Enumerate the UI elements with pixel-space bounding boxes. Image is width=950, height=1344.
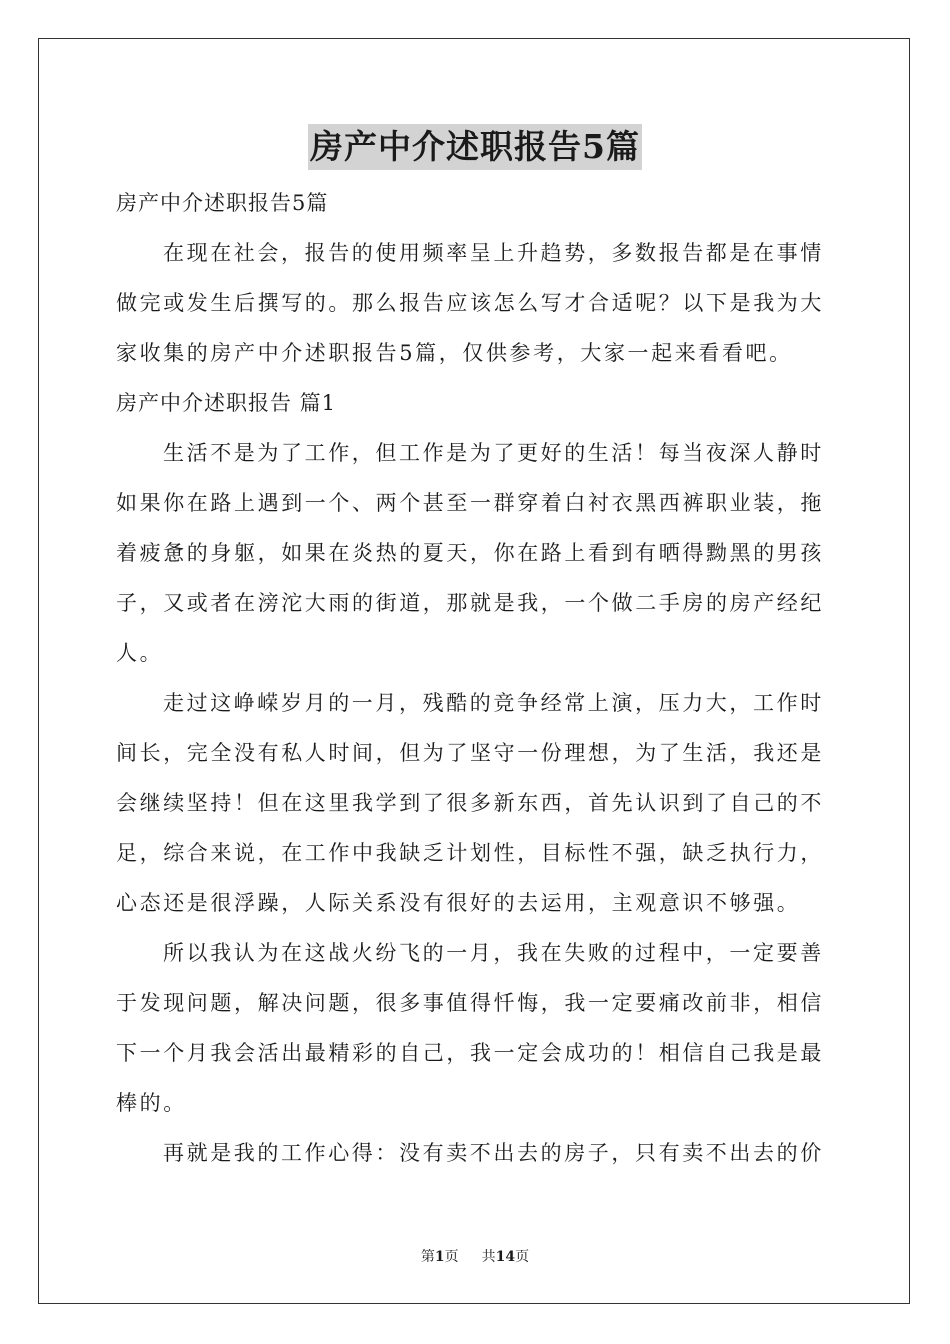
total-pages: 14 xyxy=(495,1249,516,1265)
paragraph-line: 人。 xyxy=(116,641,164,665)
document-title: 房产中介述职报告5篇 xyxy=(308,124,642,170)
paragraph-line: 下一个月我会活出最精彩的自己，我一定会成功的！相信自己我是最 xyxy=(116,1041,824,1065)
paragraph-line: 棒的。 xyxy=(116,1091,187,1115)
total-prefix: 共 xyxy=(481,1249,496,1265)
paragraph-line: 如果你在路上遇到一个、两个甚至一群穿着白衬衣黑西裤职业装，拖 xyxy=(116,491,824,515)
paragraph-line: 生活不是为了工作，但工作是为了更好的生活！每当夜深人静时 xyxy=(163,441,824,465)
title-container xyxy=(0,124,950,170)
section-heading: 房产中介述职报告 篇1 xyxy=(116,391,337,415)
page-suffix: 页 xyxy=(444,1249,459,1265)
paragraph-line: 着疲惫的身躯，如果在炎热的夏天，你在路上看到有晒得黝黑的男孩 xyxy=(116,541,824,565)
paragraph-line: 足，综合来说，在工作中我缺乏计划性，目标性不强，缺乏执行力， xyxy=(116,841,824,865)
total-suffix: 页 xyxy=(515,1249,530,1265)
paragraph-line: 做完或发生后撰写的。那么报告应该怎么写才合适呢？以下是我为大 xyxy=(116,291,824,315)
paragraph-line: 家收集的房产中介述职报告5篇，仅供参考，大家一起来看看吧。 xyxy=(116,341,793,365)
paragraph-line: 间长，完全没有私人时间，但为了坚守一份理想，为了生活，我还是 xyxy=(116,741,824,765)
paragraph-line: 所以我认为在这战火纷飞的一月，我在失败的过程中，一定要善 xyxy=(163,941,824,965)
paragraph-line: 走过这峥嵘岁月的一月，残酷的竞争经常上演，压力大，工作时 xyxy=(163,691,824,715)
paragraph-line: 会继续坚持！但在这里我学到了很多新东西，首先认识到了自己的不 xyxy=(116,791,824,815)
paragraph-line: 再就是我的工作心得：没有卖不出去的房子，只有卖不出去的价 xyxy=(163,1141,824,1165)
page-number: 1 xyxy=(434,1249,445,1265)
page-prefix: 第 xyxy=(420,1249,435,1265)
paragraph-line: 子，又或者在滂沱大雨的街道，那就是我，一个做二手房的房产经纪 xyxy=(116,591,824,615)
paragraph-line: 在现在社会，报告的使用频率呈上升趋势，多数报告都是在事情 xyxy=(163,241,824,265)
document-body xyxy=(116,178,834,1178)
paragraph-line: 心态还是很浮躁，人际关系没有很好的去运用，主观意识不够强。 xyxy=(116,891,801,915)
paragraph-line: 于发现问题，解决问题，很多事值得忏悔，我一定要痛改前非，相信 xyxy=(116,991,824,1015)
subtitle-line: 房产中介述职报告5篇 xyxy=(116,191,329,215)
page-footer xyxy=(0,1246,950,1266)
